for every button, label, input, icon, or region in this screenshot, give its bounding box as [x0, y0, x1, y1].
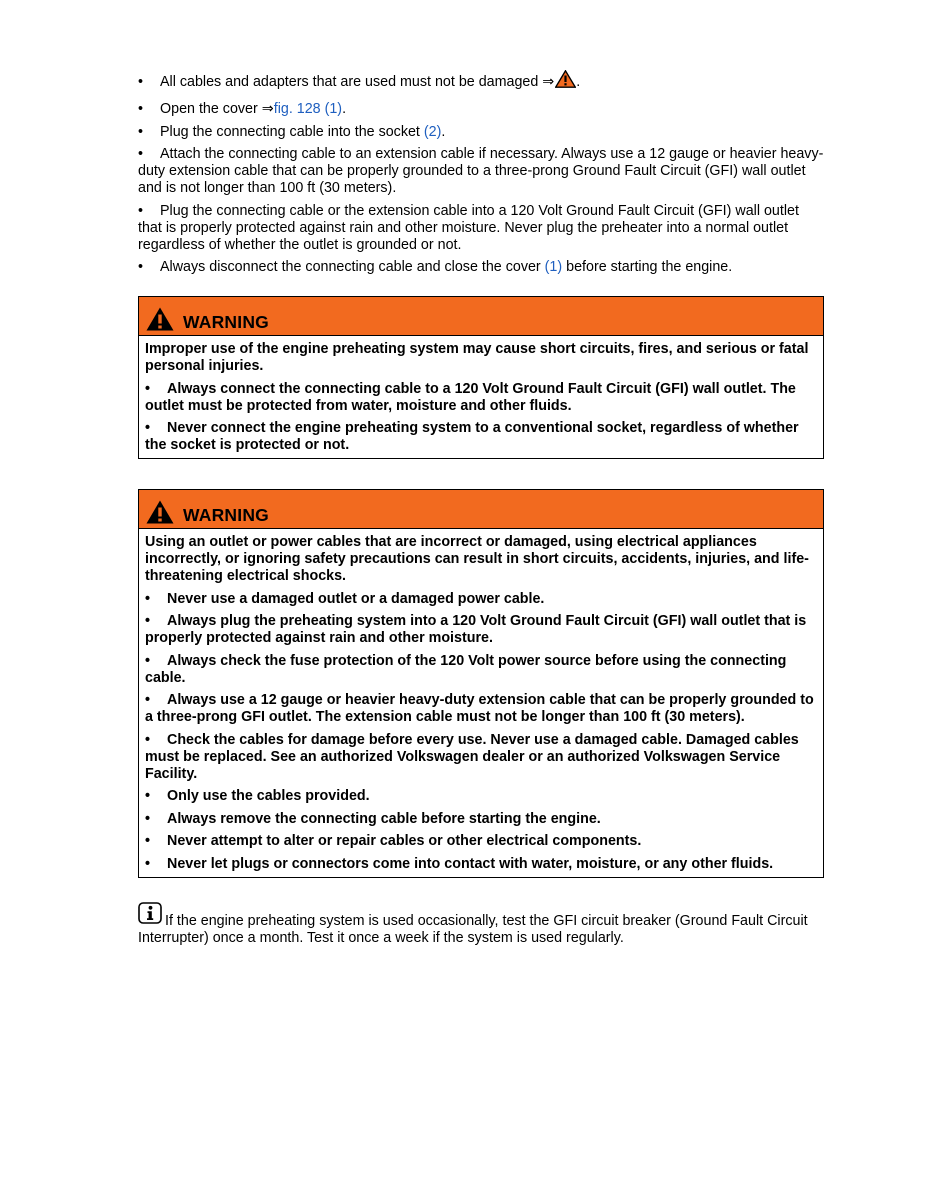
list-item: • Open the cover ⇒fig. 128 (1).	[138, 101, 347, 117]
socket-link[interactable]: (2)	[423, 123, 442, 140]
bullet-icon: •	[145, 810, 151, 827]
bullet-icon: •	[138, 202, 144, 219]
list-item: • All cables and adapters that are used must not be damaged ⇒ .	[138, 70, 824, 91]
figure-link[interactable]: fig. 128 (1)	[273, 101, 343, 117]
warning-item: • Always connect the connecting cable to a 120 Volt Ground Fault Circuit (GFI) wall outlet. The outlet must be protected from water, moisture and other fluids.	[145, 380, 796, 414]
list-item: • Plug the connecting cable into the socket (2).	[138, 123, 446, 140]
warning-lead: Improper use of the engine preheating system may cause short circuits, fires, and serious or fatal personal injuries.	[145, 341, 809, 374]
bullet-icon: •	[145, 590, 151, 607]
list-item	[138, 203, 824, 254]
bullet-icon: •	[145, 788, 151, 804]
warning-box-1	[138, 296, 824, 459]
document-page	[138, 70, 824, 947]
warning-title: WARNING	[183, 312, 269, 332]
bullet-icon: •	[145, 833, 151, 849]
bullet-icon: •	[145, 855, 151, 872]
warning-item: • Always plug the preheating system into a 120 Volt Ground Fault Circuit (GFI) wall outlet that is properly protected against rain and other moisture.	[145, 613, 807, 646]
bullet-icon: •	[138, 74, 144, 90]
warning-item: • Never use a damaged outlet or a damaged power cable.	[145, 590, 545, 607]
bullet-icon: •	[138, 101, 144, 117]
warning-triangle-icon	[145, 499, 175, 525]
warning-header	[139, 490, 823, 529]
warning-triangle-icon	[145, 306, 175, 332]
bullet-icon: •	[138, 259, 144, 275]
list-item-text: All cables and adapters that are used must not be damaged ⇒	[160, 74, 555, 90]
warning-item: • Only use the cables provided.	[145, 788, 370, 804]
instruction-list	[138, 70, 824, 276]
list-item-text: Plug the connecting cable or the extension cable into a 120 Volt Ground Fault Circuit (GFI) wall outlet that is properly protected against rain and other moisture. Never plug the preheater into a normal outlet regardless of whether the outlet is grounded or not.	[138, 202, 799, 253]
warning-body	[139, 529, 823, 877]
bullet-icon: •	[145, 420, 151, 436]
warning-header	[139, 297, 823, 336]
list-item: • Always disconnect the connecting cable and close the cover (1) before starting the engine.	[138, 259, 733, 275]
cover-link[interactable]: (1)	[544, 259, 563, 275]
bullet-icon: •	[145, 731, 151, 748]
warning-item: • Never let plugs or connectors come into contact with water, moisture, or any other fluids.	[145, 855, 774, 872]
list-item	[138, 146, 824, 197]
warning-item: • Always check the fuse protection of the 120 Volt power source before using the connecting cable.	[145, 652, 787, 686]
warning-lead: Using an outlet or power cables that are incorrect or damaged, using electrical appliances incorrectly, or ignoring safety precautions can result in short circuits, accidents, injuries, and life-threatening electrical shocks.	[145, 534, 809, 584]
warning-item: • Always use a 12 gauge or heavier heavy-duty extension cable that can be properly grounded to a three-prong GFI outlet. The extension cable must not be longer than 100 ft (30 meters).	[145, 692, 814, 725]
warning-body	[139, 336, 823, 458]
bullet-icon: •	[138, 146, 144, 162]
warning-item: • Never attempt to alter or repair cables or other electrical components.	[145, 833, 642, 849]
warning-item: • Check the cables for damage before every use. Never use a damaged cable. Damaged cables must be replaced. See an authorized Volkswagen dealer or an authorized Volkswagen Service Facility.	[145, 731, 799, 782]
warning-title: WARNING	[183, 505, 269, 525]
bullet-icon: •	[145, 652, 151, 669]
warning-item: • Never connect the engine preheating system to a conventional socket, regardless of whether the socket is protected or not.	[145, 420, 799, 453]
bullet-icon: •	[145, 692, 151, 708]
warning-item: • Always remove the connecting cable before starting the engine.	[145, 810, 601, 827]
bullet-icon: •	[138, 123, 144, 140]
warning-triangle-icon	[555, 70, 576, 88]
list-item-text: Attach the connecting cable to an extension cable if necessary. Always use a 12 gauge or heavier heavy-duty extension cable that can be properly grounded to a three-prong Ground Fault Circuit (GFI) wall outlet and is not longer than 100 ft (30 meters).	[138, 146, 824, 196]
warning-box-2	[138, 489, 824, 878]
info-note-text: If the engine preheating system is used occasionally, test the GFI circuit breaker (Ground Fault Circuit Interrupter) once a month. Test it once a week if the system is used regularly.	[138, 912, 808, 946]
info-note	[138, 902, 824, 947]
info-icon	[138, 902, 162, 924]
bullet-icon: •	[145, 613, 151, 629]
bullet-icon: •	[145, 380, 151, 397]
